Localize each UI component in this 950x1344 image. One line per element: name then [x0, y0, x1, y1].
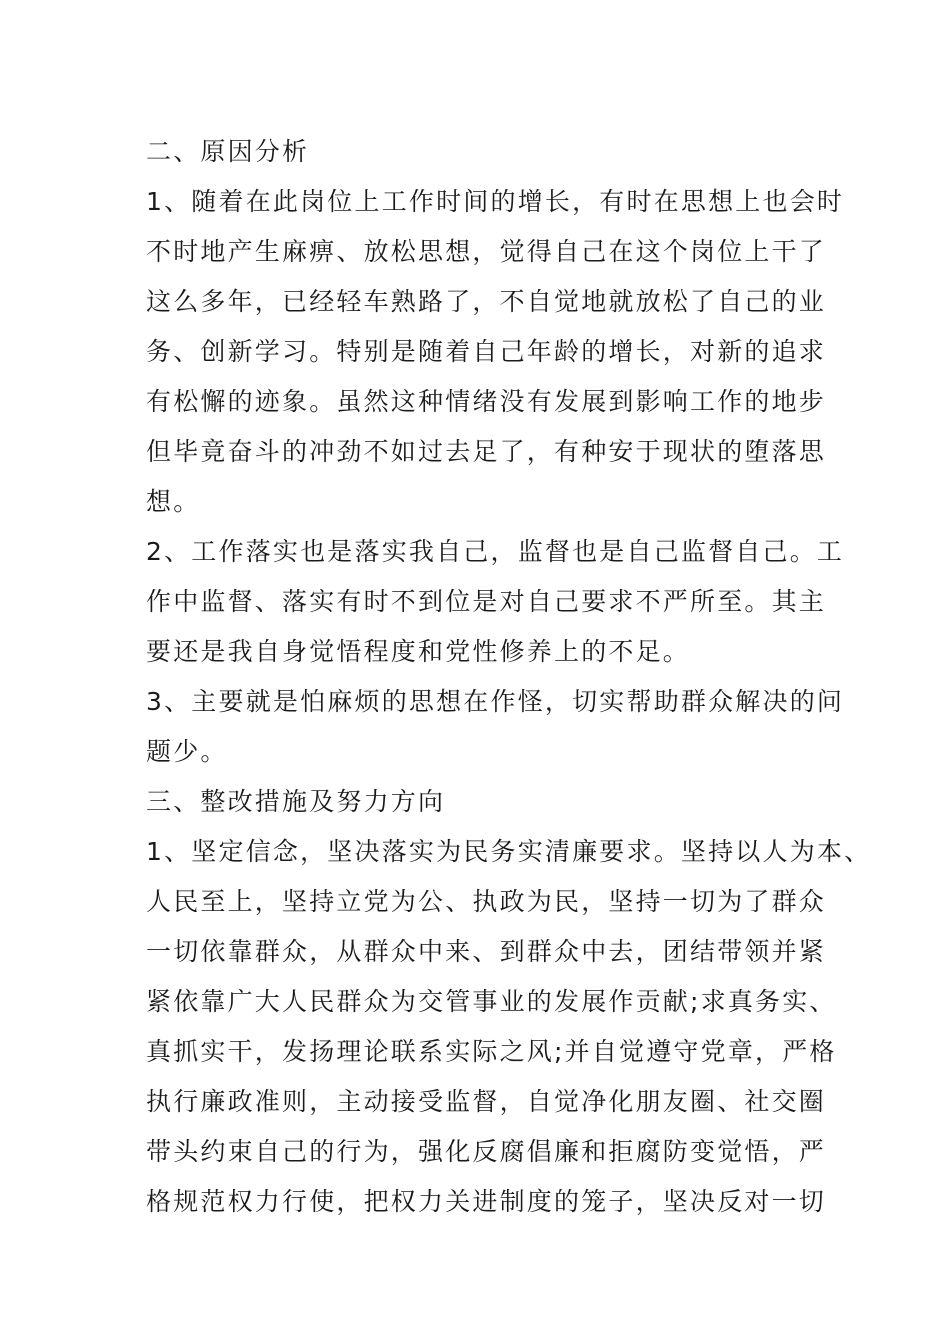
text-line: 不时地产生麻痹、放松思想，觉得自己在这个岗位上干了	[146, 237, 827, 266]
text-line: 一切依靠群众，从群众中来、到群众中去，团结带领并紧	[146, 937, 827, 966]
text-line: 1、坚定信念，坚决落实为民务实清廉要求。坚持以人为本、	[146, 837, 872, 866]
section-heading-rectification-measures: 三、整改措施及努力方向	[146, 787, 446, 816]
text-line: 1、随着在此岗位上工作时间的增长，有时在思想上也会时	[146, 187, 845, 216]
text-line: 有松懈的迹象。虽然这种情绪没有发展到影响工作的地步	[146, 387, 827, 416]
text-line: 真抓实干，发扬理论联系实际之风;并自觉遵守党章，严格	[146, 1037, 837, 1066]
text-line: 执行廉政准则，主动接受监督，自觉净化朋友圈、社交圈	[146, 1087, 827, 1116]
text-line: 带头约束自己的行为，强化反腐倡廉和拒腐防变觉悟，严	[146, 1137, 827, 1166]
text-line: 题少。	[146, 737, 228, 766]
text-line: 务、创新学习。特别是随着自己年龄的增长，对新的追求	[146, 337, 827, 366]
text-line: 格规范权力行使，把权力关进制度的笼子，坚决反对一切	[146, 1187, 827, 1216]
text-line: 要还是我自身觉悟程度和党性修养上的不足。	[146, 637, 691, 666]
text-line: 人民至上，坚持立党为公、执政为民，坚持一切为了群众	[146, 887, 827, 916]
text-line: 紧依靠广大人民群众为交管事业的发展作贡献;求真务实、	[146, 987, 837, 1016]
text-line: 作中监督、落实有时不到位是对自己要求不严所至。其主	[146, 587, 827, 616]
section-heading-cause-analysis: 二、原因分析	[146, 137, 310, 166]
text-line: 2、工作落实也是落实我自己，监督也是自己监督自己。工	[146, 537, 845, 566]
text-line: 这么多年，已经轻车熟路了，不自觉地就放松了自己的业	[146, 287, 827, 316]
text-line: 3、主要就是怕麻烦的思想在作怪，切实帮助群众解决的问	[146, 687, 845, 716]
text-line: 但毕竟奋斗的冲劲不如过去足了，有种安于现状的堕落思	[146, 437, 827, 466]
text-line: 想。	[146, 487, 201, 516]
